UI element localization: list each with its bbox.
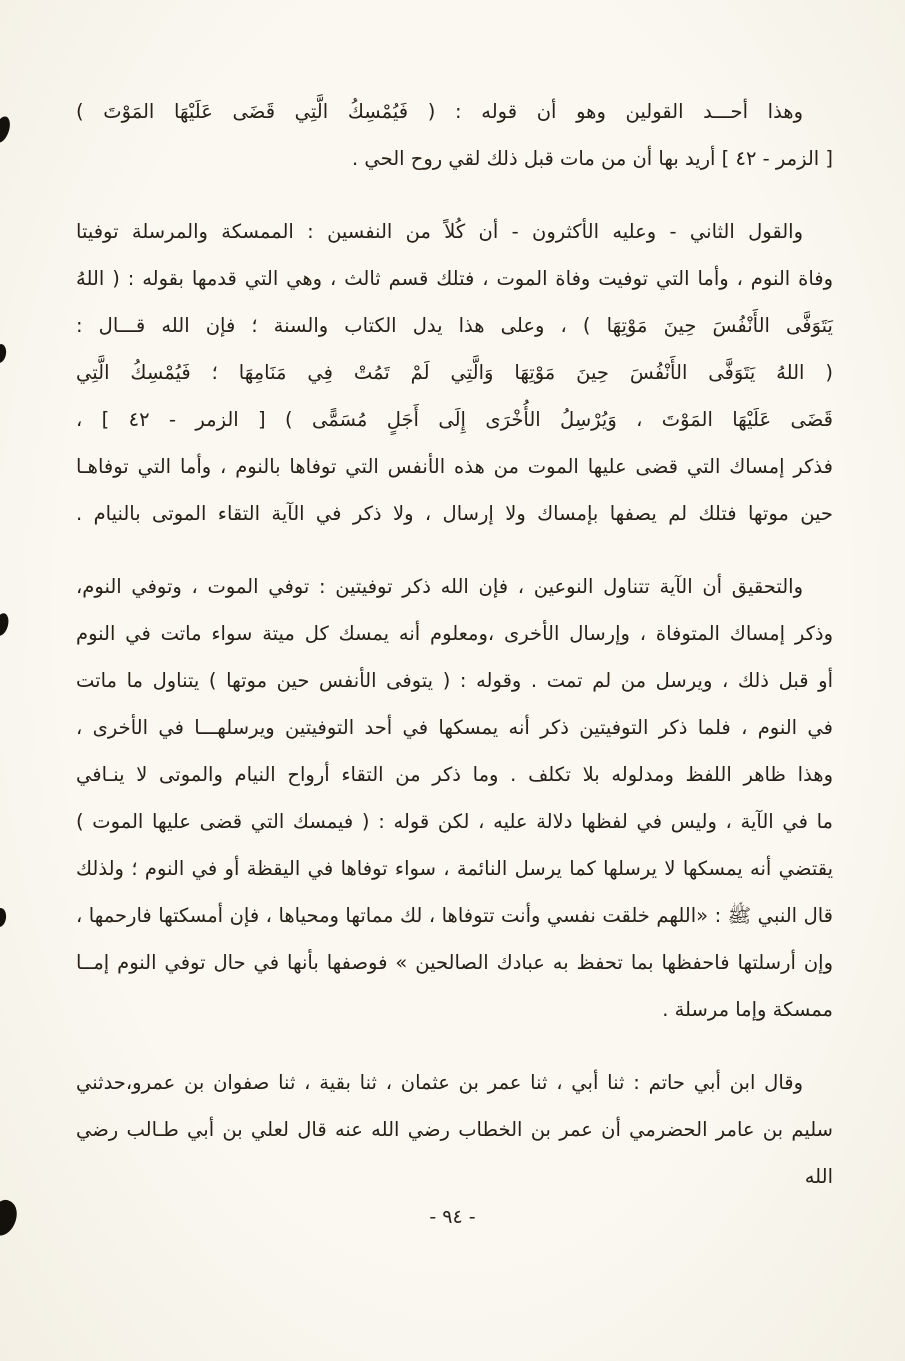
text-line: وإن أرسلتها فاحفظها بما تحفظ به عبادك الصالحين » فوصفها بأنها في حال توفي النوم إمــا (76, 951, 833, 974)
page-number: - ٩٤ - (429, 1206, 476, 1228)
text-line: ( اللهُ يَتَوَفَّى الأَنْفُسَ حِينَ مَوْتِهَا وَالَّتِي لَمْ تَمُتْ فِي مَنَامِهَا ؛ فَيُمْسِكُ الَّتِي (76, 361, 833, 384)
text-line: فذكر إمساك التي قضى عليها الموت من هذه الأنفس التي توفاها بالنوم ، وأما التي توفاهـا (76, 455, 833, 478)
text-line: وقال ابن أبي حاتم : ثنا أبي ، ثنا عمر بن عثمان ، ثنا بقية ، ثنا صفوان بن عمرو،حدثني (76, 1071, 803, 1094)
ink-smudge-artifact (0, 114, 13, 144)
text-line: والتحقيق أن الآية تتناول النوعين ، فإن الله ذكر توفيتين : توفي الموت ، وتوفي النوم، (76, 575, 803, 598)
text-line: يَتَوَفَّى الأَنْفُسَ حِينَ مَوْتِهَا ) ، وعلى هذا يدل الكتاب والسنة ؛ فإن الله قـــال : (76, 314, 833, 337)
paragraph (76, 88, 833, 182)
text-line: وهذا أحـــد القولين وهو أن قوله : ( فَيُمْسِكُ الَّتِي قَضَى عَلَيْهَا المَوْتَ ) (76, 100, 803, 123)
ink-smudge-artifact (0, 612, 11, 638)
paragraph (76, 563, 833, 1033)
text-line: قال النبي ﷺ : «اللهم خلقت نفسي وأنت تتوفاها ، لك مماتها ومحياها ، فإن أمسكتها فارحمها ، (76, 904, 833, 927)
text-line: سليم بن عامر الحضرمي أن عمر بن الخطاب رضي الله عنه قال لعلي بن أبي طـالب رضي الله (76, 1118, 833, 1188)
ink-smudge-artifact (0, 343, 8, 364)
paragraph (76, 208, 833, 537)
text-line: قَضَى عَلَيْهَا المَوْتَ ، وَيُرْسِلُ الأُخْرَى إِلَى أَجَلٍ مُسَمًّى ) [ الزمر - ٤٢ ] ، (76, 408, 833, 431)
text-line: وهذا ظاهر اللفظ ومدلوله بلا تكلف . وما ذكر من التقاء أرواح النيام والموتى لا ينـافي (76, 763, 833, 786)
ink-smudge-artifact (0, 907, 7, 927)
text-line: [ الزمر - ٤٢ ] أريد بها أن من مات قبل ذلك لقي روح الحي . (351, 147, 833, 170)
text-line: يقتضي أنه يمسكها لا يرسلها كما يرسل النائمة ، سواء توفاها في اليقظة أو في النوم ؛ ولذلك (76, 857, 833, 880)
text-line: أو قبل ذلك ، ويرسل من لم تمت . وقوله : ( يتوفى الأنفس حين موتها ) يتناول ما ماتت (76, 669, 833, 692)
text-line: ما في الآية ، وليس في لفظها دلالة عليه ، لكن قوله : ( فيمسك التي قضى عليها الموت ) (76, 810, 833, 833)
page-text-block (76, 88, 833, 1226)
text-line: حين موتها فتلك لم يصفها بإمساك ولا إرسال ، ولا ذكر في الآية التقاء الموتى بالنيام . (76, 502, 833, 525)
text-line: وذكر إمساك المتوفاة ، وإرسال الأخرى ،ومعلوم أنه يمسك كل ميتة سواء ماتت في النوم (76, 622, 833, 645)
text-line: وفاة النوم ، وأما التي توفيت وفاة الموت ، فتلك قسم ثالث ، وهي التي قدمها بقوله : ( اللهُ (76, 267, 833, 290)
text-line: ممسكة وإما مرسلة . (662, 998, 833, 1021)
paragraph (76, 1059, 833, 1200)
text-line: في النوم ، فلما ذكر التوفيتين ذكر أنه يمسكها في أحد التوفيتين ويرسلهـــا في الأخرى ، (76, 716, 833, 739)
text-line: والقول الثاني - وعليه الأكثرون - أن كُلاً من النفسين : الممسكة والمرسلة توفيتا (76, 220, 803, 243)
